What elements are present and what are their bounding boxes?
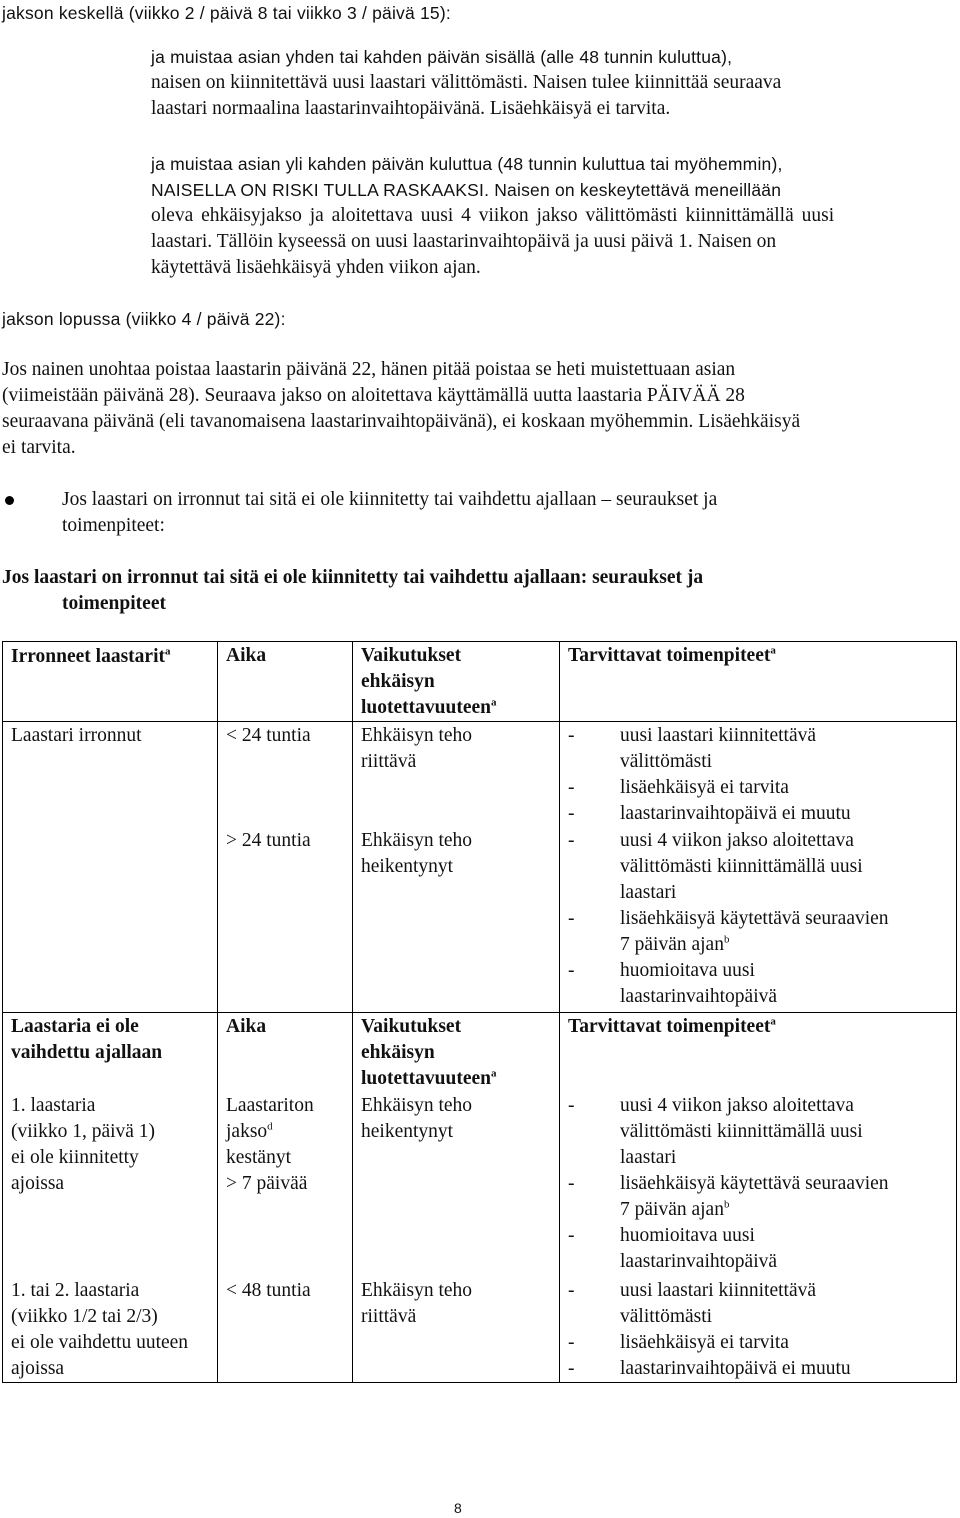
table-header-cell: Aika (218, 642, 353, 722)
table-cell: - uusi laastari kiinnitettävä välittömästi - lisäehkäisyä ei tarvita - laastarinvaihtopäivä ei muutu (560, 1277, 957, 1383)
table-header-cell: Vaikutukset ehkäisyn luotettavuuteen$^a$ (353, 642, 560, 722)
text-line: Jos laastari on irronnut tai sitä ei ole kiinnitetty tai vaihdettu ajallaan: seuraukset ja (2, 567, 704, 588)
text-line: ja muistaa asian yhden tai kahden päivän sisällä (alle 48 tunnin kuluttua), (151, 47, 733, 67)
list-item: - uusi laastari kiinnitettävä (568, 1280, 817, 1301)
table-header-cell: Irronneet laastarit$^a$ (3, 642, 218, 722)
consequences-table (2, 641, 957, 1383)
table-header-cell: Vaikutukset ehkäisyn luotettavuuteen$^a$ (353, 1013, 560, 1093)
bullet-text (62, 487, 922, 539)
paragraph-over-48h (151, 151, 901, 281)
text-line: NAISELLA ON RISKI TULLA RASKAAKSI. Naisen on keskeytettävä meneillään (151, 180, 782, 200)
list-item: - laastarinvaihtopäivä ei muutu (568, 1358, 851, 1379)
page-number: 8 (454, 1500, 462, 1516)
table-cell: - uusi 4 viikon jakso aloitettava välittömästi kiinnittämällä uusi laastari - lisäehkäisyä käytettävä seuraavien 7 päivän ajan$^b$ - huomioitava uusi laastarinvaihtopäivä (560, 1092, 957, 1277)
table-row (3, 827, 957, 1013)
text-line: Jos nainen unohtaa poistaa laastarin päivänä 22, hänen pitää poistaa se heti muistettuaan asian (2, 359, 736, 380)
table-cell: - uusi 4 viikon jakso aloitettava välittömästi kiinnittämällä uusi laastari - lisäehkäisyä käytettävä seuraavien 7 päivän ajan$^b$ - huomioitava uusi laastarinvaihtopäivä (560, 827, 957, 1013)
list-item: - huomioitava uusi (568, 1225, 755, 1246)
table-cell: < 48 tuntia (218, 1277, 353, 1383)
text-line: naisen on kiinnitettävä uusi laastari välittömästi. Naisen tulee kiinnittää seuraava (151, 72, 782, 93)
table-cell: > 24 tuntia (218, 827, 353, 1013)
text-line: seuraavana päivänä (eli tavanomaisena laastarinvaihtopäivänä), ei koskaan myöhemmin. Lisäehkäisyä (2, 411, 801, 432)
text-line: käytettävä lisäehkäisyä yhden viikon ajan. (151, 257, 481, 278)
text-line: ja muistaa asian yli kahden päivän kuluttua (48 tunnin kuluttua tai myöhemmin), (151, 154, 783, 174)
list-item: - uusi laastari kiinnitettävä (568, 725, 817, 746)
table-header-row (3, 1013, 957, 1093)
text-line: laastari normaalina laastarinvaihtopäivänä. Lisäehkäisyä ei tarvita. (151, 98, 671, 119)
table-cell: Ehkäisyn teho riittävä (353, 1277, 560, 1383)
table-cell: Ehkäisyn teho riittävä (353, 722, 560, 828)
table-cell: 1. tai 2. laastaria (viikko 1/2 tai 2/3) ei ole vaihdettu uuteen ajoissa (3, 1277, 218, 1383)
table-cell: Ehkäisyn teho heikentynyt (353, 827, 560, 1013)
table-header-cell: Aika (218, 1013, 353, 1093)
text-line: toimenpiteet (62, 593, 166, 614)
table-row (3, 722, 957, 828)
paragraph-within-48h (151, 44, 891, 122)
table-cell: < 24 tuntia (218, 722, 353, 828)
section-heading-end: jakson lopussa (viikko 4 / päivä 22): (2, 309, 286, 329)
table-cell: Ehkäisyn teho heikentynyt (353, 1092, 560, 1277)
section-title (2, 565, 932, 617)
table-cell: - uusi laastari kiinnitettävä välittömästi - lisäehkäisyä ei tarvita - laastarinvaihtopäivä ei muutu (560, 722, 957, 828)
text-line: toimenpiteet: (62, 515, 165, 536)
table-cell: Laastari irronnut (3, 722, 218, 828)
list-item: - lisäehkäisyä ei tarvita (568, 777, 789, 798)
list-item: - huomioitava uusi (568, 960, 755, 981)
list-item: - laastarinvaihtopäivä ei muutu (568, 803, 851, 824)
bullet-icon (5, 496, 14, 505)
text-line: laastari. Tällöin kyseessä on uusi laastarinvaihtopäivä ja uusi päivä 1. Naisen on (151, 231, 777, 252)
list-item: - lisäehkäisyä käytettävä seuraavien (568, 1173, 889, 1194)
text-line: oleva ehkäisyjakso ja aloitettava uusi 4 viikon jakso välittömästi kiinnittämällä uusi (151, 205, 835, 226)
list-item: - lisäehkäisyä käytettävä seuraavien (568, 908, 889, 929)
paragraph-end-of-cycle (2, 357, 932, 461)
list-item: - uusi 4 viikon jakso aloitettava (568, 1095, 854, 1116)
table-cell (3, 827, 218, 1013)
table-row (3, 1277, 957, 1383)
list-item: - uusi 4 viikon jakso aloitettava (568, 830, 854, 851)
text-line: Jos laastari on irronnut tai sitä ei ole kiinnitetty tai vaihdettu ajallaan – seuraukset ja (62, 489, 718, 510)
table-header-cell: Laastaria ei ole vaihdettu ajallaan (3, 1013, 218, 1093)
table-cell: Laastariton jakso$^d$ kestänyt > 7 päivää (218, 1092, 353, 1277)
section-heading-middle: jakson keskellä (viikko 2 / päivä 8 tai viikko 3 / päivä 15): (2, 3, 451, 23)
text-line: ei tarvita. (2, 437, 76, 458)
table-header-row (3, 642, 957, 722)
table-header-cell: Tarvittavat toimenpiteet$^a$ (560, 642, 957, 722)
table-cell: 1. laastaria (viikko 1, päivä 1) ei ole kiinnitetty ajoissa (3, 1092, 218, 1277)
text-line: (viimeistään päivänä 28). Seuraava jakso on aloitettava käyttämällä uutta laastaria PÄIVÄÄ 28 (2, 385, 745, 406)
list-item: - lisäehkäisyä ei tarvita (568, 1332, 789, 1353)
table-header-cell: Tarvittavat toimenpiteet$^a$ (560, 1013, 957, 1093)
table-row (3, 1092, 957, 1277)
